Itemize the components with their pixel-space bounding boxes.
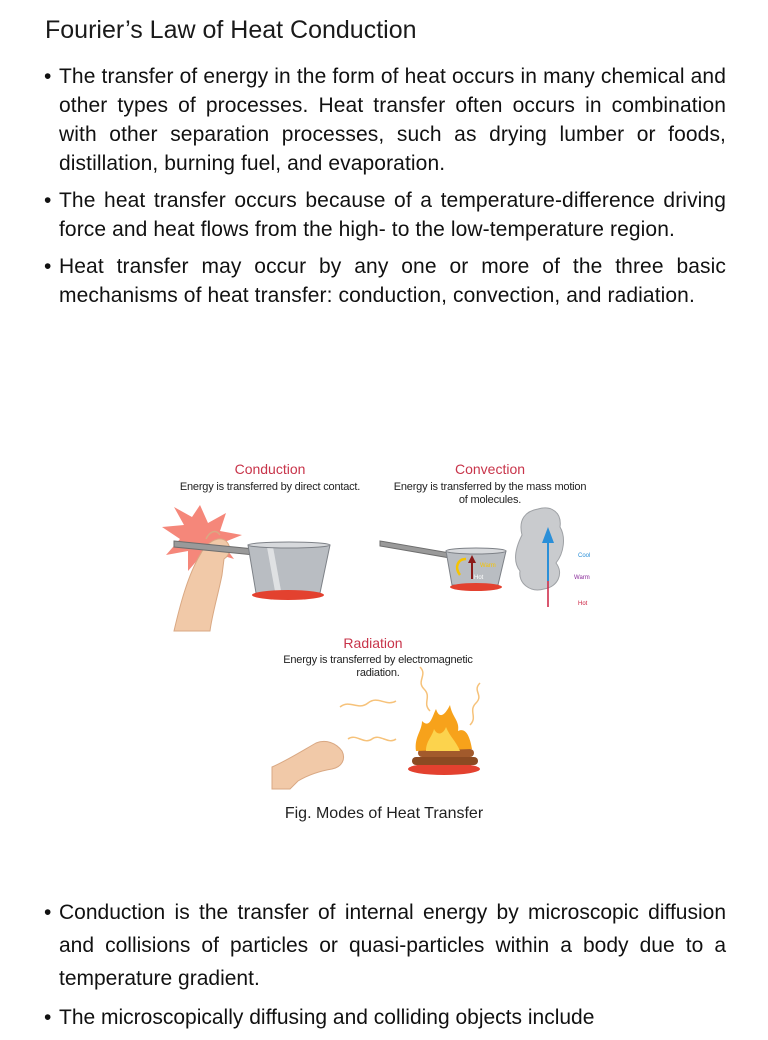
burner-icon [252,590,324,600]
bullet-icon: • [44,255,52,278]
pan-icon [248,545,330,593]
bullet-text: The transfer of energy in the form of heat occurs in many chemical and other types of processes. Heat transfer often occurs in combination with other separation processes, such as drying lumber or foods, distillation, burning fuel, and evaporation. [59,65,726,175]
bullet-text: Heat transfer may occur by any one or more of the three basic mechanisms of heat transfer: conduction, convection, and radiation. [59,255,726,307]
scale-hot-label: Hot [578,601,588,607]
radiation-title: Radiation [343,635,403,651]
bullet-text: The microscopically diffusing and colliding objects include [59,1006,595,1029]
scale-cool-label: Cool [578,553,591,559]
conduction-bullet-list [44,896,726,1040]
convection-title: Convection [454,461,526,477]
bullet-item [44,896,726,995]
bullet-text: The heat transfer occurs because of a temperature-difference driving force and heat flows from the high- to the low-temperature region. [59,189,726,241]
pan-warm-label: Warm [480,563,496,569]
bullet-item [44,252,726,310]
conduction-description: Energy is transferred by direct contact. [179,481,361,493]
bullet-icon: • [44,901,52,924]
bullet-icon: • [44,65,52,88]
bullet-item [44,1001,726,1034]
convection-description: Energy is transferred by the mass motion of molecules. [393,481,587,506]
bullet-text: Conduction is the transfer of internal energy by microscopic diffusion and collisions of particles or quasi-particles within a body due to a temperature gradient. [59,901,726,990]
smoke-icon [516,508,564,590]
radiation-description: Energy is transferred by electromagnetic radiation. [283,654,473,679]
conduction-title: Conduction [234,461,306,477]
hand-icon [174,539,230,631]
bullet-item [44,186,726,244]
intro-bullet-list [44,62,726,318]
scale-warm-label: Warm [574,575,590,581]
heat-transfer-illustration [160,455,620,795]
pan-hot-label: Hot [474,575,484,581]
heat-wave-icon [348,737,396,740]
heat-transfer-figure [160,455,620,795]
page-title: Fourier’s Law of Heat Conduction [45,16,417,44]
bullet-icon: • [44,189,52,212]
bullet-item [44,62,726,178]
bullet-icon: • [44,1006,52,1029]
figure-caption: Fig. Modes of Heat Transfer [284,805,484,822]
radiation-hand-icon [272,741,344,789]
